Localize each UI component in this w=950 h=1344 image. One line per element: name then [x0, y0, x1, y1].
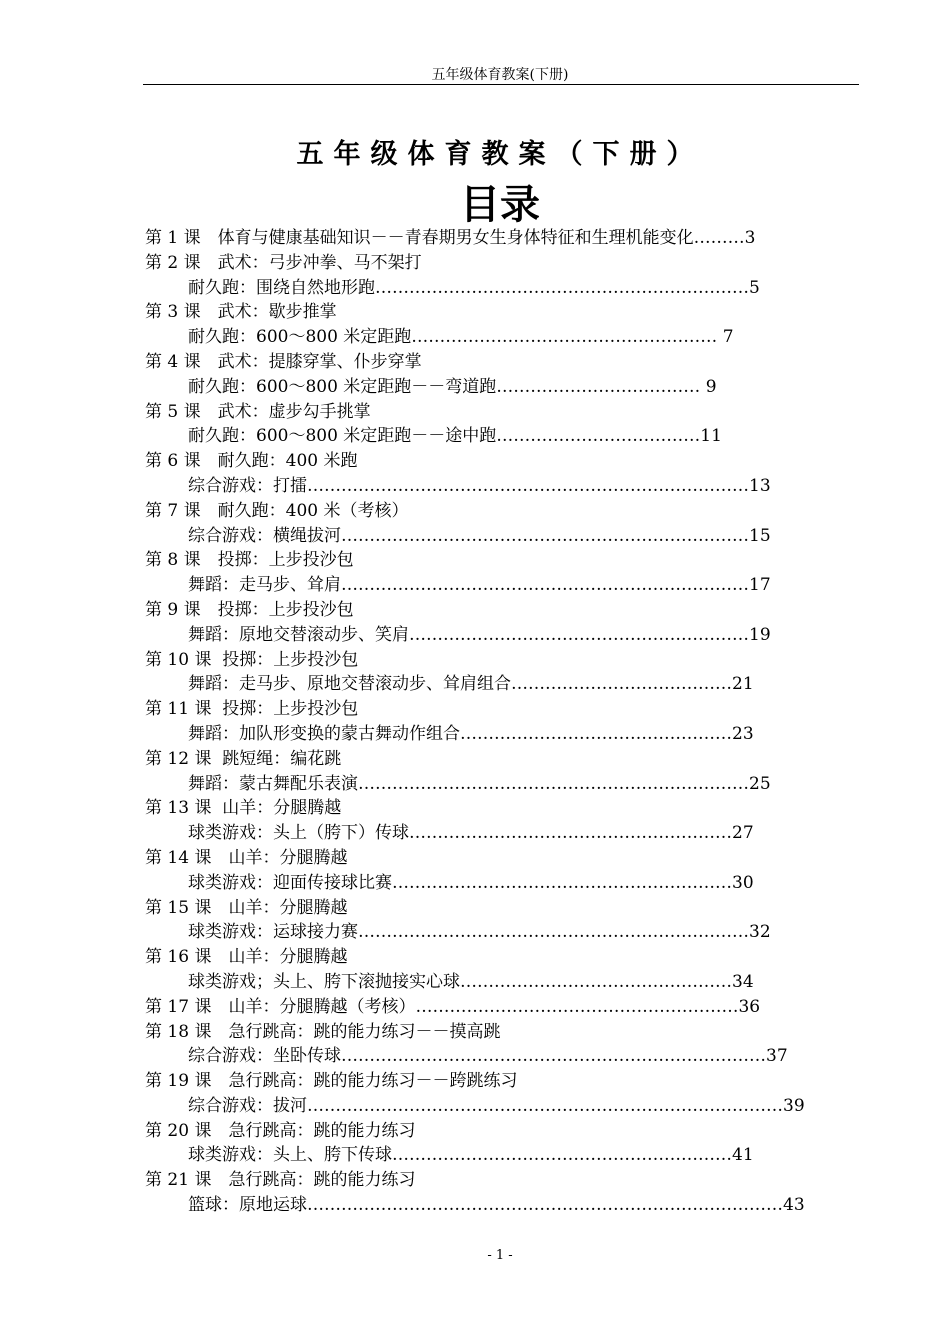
toc-entry[interactable]: 第 11 课 投掷：上步投沙包	[145, 699, 359, 720]
toc-subentry[interactable]: 球类游戏：迎面传接球比赛……………………………………………………30	[188, 872, 754, 893]
toc-entry[interactable]: 第 4 课 武术：提膝穿掌、仆步穿掌	[145, 351, 422, 372]
page-number: - 1 -	[487, 1248, 513, 1263]
toc-entry[interactable]: 第 18 课 急行跳高：跳的能力练习－－摸高跳	[145, 1021, 501, 1042]
toc-subentry[interactable]: 舞蹈：走马步、原地交替滚动步、耸肩组合…………………………………21	[188, 674, 754, 695]
toc-entry[interactable]: 第 6 课 耐久跑：400 米跑	[145, 451, 358, 472]
toc-entry[interactable]: 第 3 课 武术：歇步推掌	[145, 302, 337, 323]
toc-entry[interactable]: 第 7 课 耐久跑：400 米（考核）	[145, 500, 409, 521]
toc-entry[interactable]: 第 15 课 山羊：分腿腾越	[145, 897, 348, 918]
toc-subentry[interactable]: 球类游戏：运球接力赛……………………………………………………………32	[188, 922, 771, 943]
toc-subentry[interactable]: 球类游戏：头上（胯下）传球…………………………………………………27	[188, 823, 754, 844]
toc-entry[interactable]: 第 1 课 体育与健康基础知识－－青春期男女生身体特征和生理机能变化………3	[145, 228, 756, 248]
toc-subentry[interactable]: 球类游戏：头上、胯下传球……………………………………………………41	[188, 1145, 754, 1166]
toc-subentry[interactable]: 综合游戏：拔河…………………………………………………………………………39	[188, 1095, 805, 1116]
toc-subentry[interactable]: 耐久跑：600～800 米定距跑……………………………………………… 7	[188, 327, 734, 348]
toc-entry[interactable]: 第 21 课 急行跳高：跳的能力练习	[145, 1170, 416, 1191]
running-header: 五年级体育教案(下册)	[431, 67, 569, 83]
toc-subentry[interactable]: 综合游戏：打擂……………………………………………………………………13	[188, 475, 771, 496]
toc-entry[interactable]: 第 5 课 武术：虚步勾手挑掌	[145, 401, 371, 422]
toc-subentry[interactable]: 耐久跑：600～800 米定距跑－－途中跑………………………………11	[188, 426, 722, 447]
toc-entry[interactable]: 第 8 课 投掷：上步投沙包	[145, 550, 354, 571]
toc-subentry[interactable]: 球类游戏；头上、胯下滚抛接实心球…………………………………………34	[188, 971, 754, 992]
toc-entry[interactable]: 第 19 课 急行跳高：跳的能力练习－－跨跳练习	[145, 1071, 518, 1092]
toc-subentry[interactable]: 舞蹈：蒙古舞配乐表演……………………………………………………………25	[188, 773, 771, 794]
toc-subentry[interactable]: 耐久跑：围绕自然地形跑…………………………………………………………5	[188, 277, 760, 298]
toc-subentry[interactable]: 综合游戏：横绳拔河………………………………………………………………15	[188, 525, 771, 546]
toc-entry[interactable]: 第 17 课 山羊：分腿腾越（考核）…………………………………………………36	[145, 996, 761, 1017]
toc-entry[interactable]: 第 12 课 跳短绳：编花跳	[145, 748, 342, 769]
toc-subentry[interactable]: 篮球：原地运球…………………………………………………………………………43	[188, 1195, 805, 1216]
toc-subentry[interactable]: 舞蹈：走马步、耸肩………………………………………………………………17	[188, 575, 771, 596]
document-title: 五年级体育教案（下册）	[296, 139, 704, 170]
toc-subentry[interactable]: 舞蹈：加队形变换的蒙古舞动作组合…………………………………………23	[188, 723, 754, 744]
toc-entry[interactable]: 第 9 课 投掷：上步投沙包	[145, 599, 354, 620]
toc-subentry[interactable]: 耐久跑：600～800 米定距跑－－弯道跑……………………………… 9	[188, 376, 717, 397]
toc-entry[interactable]: 第 20 课 急行跳高：跳的能力练习	[145, 1120, 416, 1141]
toc-entry[interactable]: 第 14 课 山羊：分腿腾越	[145, 847, 348, 868]
header-rule	[143, 84, 859, 85]
toc-entry[interactable]: 第 13 课 山羊：分腿腾越	[145, 798, 342, 819]
toc-heading: 目录	[460, 182, 540, 228]
toc-subentry[interactable]: 舞蹈：原地交替滚动步、笑肩……………………………………………………19	[188, 624, 771, 645]
table-of-contents	[145, 226, 845, 1218]
toc-entry[interactable]: 第 16 课 山羊：分腿腾越	[145, 947, 348, 968]
toc-subentry[interactable]: 综合游戏：坐卧传球…………………………………………………………………37	[188, 1046, 788, 1067]
toc-entry[interactable]: 第 10 课 投掷：上步投沙包	[145, 649, 359, 670]
toc-entry[interactable]: 第 2 课 武术：弓步冲拳、马不架打	[145, 252, 422, 273]
